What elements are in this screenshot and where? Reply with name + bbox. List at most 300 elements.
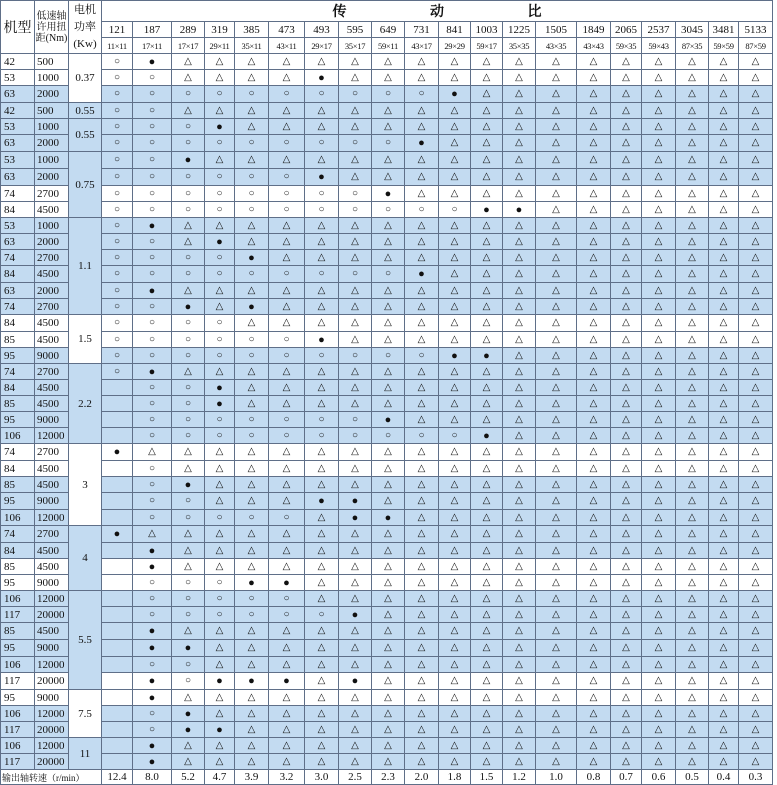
- triangle: △: [611, 218, 642, 234]
- power-cell: 7.5: [69, 690, 102, 738]
- triangle: △: [536, 54, 577, 70]
- triangle: △: [172, 559, 205, 575]
- model-cell: 74: [1, 250, 35, 266]
- gear-cell: 17×11: [133, 38, 172, 54]
- triangle: △: [305, 591, 339, 607]
- triangle: △: [372, 70, 405, 86]
- hollow-circle: ○: [235, 510, 269, 526]
- triangle: △: [642, 266, 676, 283]
- triangle: △: [709, 218, 739, 234]
- triangle: △: [503, 332, 536, 348]
- triangle: △: [372, 493, 405, 510]
- model-cell: 74: [1, 526, 35, 543]
- triangle: △: [471, 103, 503, 119]
- triangle: △: [439, 186, 471, 202]
- triangle: △: [405, 234, 439, 250]
- hollow-circle: ○: [133, 722, 172, 738]
- hollow-circle: ○: [133, 250, 172, 266]
- triangle: △: [676, 526, 709, 543]
- triangle: △: [642, 543, 676, 559]
- triangle: △: [339, 234, 372, 250]
- table-row: [1, 738, 773, 754]
- hollow-circle: ○: [372, 86, 405, 103]
- triangle: △: [439, 283, 471, 299]
- triangle: △: [536, 444, 577, 461]
- output-speed-label: 输出轴转速（r/min）: [1, 770, 102, 785]
- hollow-circle: ○: [102, 266, 133, 283]
- hollow-circle: ○: [235, 202, 269, 218]
- hollow-circle: ○: [133, 103, 172, 119]
- triangle: △: [739, 380, 773, 396]
- triangle: △: [503, 706, 536, 722]
- table-row: [1, 218, 773, 234]
- triangle: △: [305, 738, 339, 754]
- hollow-circle: ○: [372, 428, 405, 444]
- triangle: △: [471, 135, 503, 152]
- triangle: △: [339, 169, 372, 186]
- triangle: △: [205, 152, 235, 169]
- hollow-circle: ○: [205, 135, 235, 152]
- triangle: △: [305, 543, 339, 559]
- triangle: △: [339, 722, 372, 738]
- triangle: △: [471, 152, 503, 169]
- triangle: △: [611, 640, 642, 657]
- triangle: △: [676, 103, 709, 119]
- triangle: △: [372, 283, 405, 299]
- triangle: △: [372, 332, 405, 348]
- triangle: △: [339, 250, 372, 266]
- triangle: △: [372, 673, 405, 690]
- gear-cell: 59×35: [611, 38, 642, 54]
- triangle: △: [642, 428, 676, 444]
- hollow-circle: ○: [172, 575, 205, 591]
- triangle: △: [676, 657, 709, 673]
- triangle: △: [439, 103, 471, 119]
- full-dot: ●: [339, 673, 372, 690]
- triangle: △: [503, 135, 536, 152]
- triangle: △: [439, 250, 471, 266]
- table-row: [1, 543, 773, 559]
- empty-cell: [102, 673, 133, 690]
- hollow-circle: ○: [235, 412, 269, 428]
- triangle: △: [339, 575, 372, 591]
- triangle: △: [577, 169, 611, 186]
- triangle: △: [739, 86, 773, 103]
- triangle: △: [709, 673, 739, 690]
- triangle: △: [676, 135, 709, 152]
- triangle: △: [205, 543, 235, 559]
- triangle: △: [611, 428, 642, 444]
- table-row: [1, 348, 773, 364]
- hollow-circle: ○: [235, 607, 269, 623]
- triangle: △: [739, 690, 773, 706]
- triangle: △: [339, 218, 372, 234]
- table-row: [1, 380, 773, 396]
- triangle: △: [577, 234, 611, 250]
- triangle: △: [503, 461, 536, 477]
- model-cell: 85: [1, 332, 35, 348]
- triangle: △: [577, 690, 611, 706]
- table-row: [1, 657, 773, 673]
- table-row: [1, 722, 773, 738]
- triangle: △: [235, 722, 269, 738]
- triangle: △: [503, 722, 536, 738]
- model-cell: 84: [1, 266, 35, 283]
- triangle: △: [536, 266, 577, 283]
- triangle: △: [235, 396, 269, 412]
- gear-cell: 35×11: [235, 38, 269, 54]
- triangle: △: [372, 640, 405, 657]
- triangle: △: [503, 169, 536, 186]
- gear-cell: 87×59: [739, 38, 773, 54]
- triangle: △: [739, 657, 773, 673]
- triangle: △: [739, 266, 773, 283]
- torque-cell: 500: [35, 54, 69, 70]
- triangle: △: [269, 380, 305, 396]
- table-row: [1, 250, 773, 266]
- triangle: △: [405, 119, 439, 135]
- triangle: △: [405, 103, 439, 119]
- table-row: [1, 575, 773, 591]
- triangle: △: [205, 70, 235, 86]
- empty-cell: [102, 396, 133, 412]
- triangle: △: [611, 722, 642, 738]
- hollow-circle: ○: [339, 348, 372, 364]
- triangle: △: [503, 299, 536, 315]
- triangle: △: [339, 444, 372, 461]
- triangle: △: [577, 250, 611, 266]
- torque-cell: 4500: [35, 202, 69, 218]
- full-dot: ●: [133, 559, 172, 575]
- hollow-circle: ○: [305, 202, 339, 218]
- triangle: △: [577, 559, 611, 575]
- hollow-circle: ○: [172, 186, 205, 202]
- model-cell: 85: [1, 623, 35, 640]
- triangle: △: [372, 396, 405, 412]
- full-dot: ●: [235, 250, 269, 266]
- triangle: △: [405, 559, 439, 575]
- triangle: △: [577, 444, 611, 461]
- triangle: △: [471, 218, 503, 234]
- triangle: △: [709, 575, 739, 591]
- triangle: △: [676, 510, 709, 526]
- model-cell: 74: [1, 186, 35, 202]
- power-cell: 0.55: [69, 119, 102, 152]
- triangle: △: [676, 706, 709, 722]
- ratio-cell: 649: [372, 22, 405, 38]
- triangle: △: [503, 348, 536, 364]
- full-dot: ●: [339, 510, 372, 526]
- full-dot: ●: [172, 706, 205, 722]
- hollow-circle: ○: [305, 186, 339, 202]
- table-row: [1, 559, 773, 575]
- hollow-circle: ○: [172, 493, 205, 510]
- triangle: △: [611, 70, 642, 86]
- hollow-circle: ○: [172, 607, 205, 623]
- triangle: △: [709, 657, 739, 673]
- empty-cell: [102, 559, 133, 575]
- torque-cell: 4500: [35, 543, 69, 559]
- torque-cell: 4500: [35, 380, 69, 396]
- torque-cell: 2700: [35, 444, 69, 461]
- triangle: △: [709, 640, 739, 657]
- triangle: △: [611, 477, 642, 493]
- triangle: △: [503, 250, 536, 266]
- full-dot: ●: [503, 202, 536, 218]
- triangle: △: [471, 754, 503, 770]
- triangle: △: [405, 754, 439, 770]
- triangle: △: [405, 706, 439, 722]
- triangle: △: [709, 444, 739, 461]
- triangle: △: [676, 186, 709, 202]
- hollow-circle: ○: [339, 135, 372, 152]
- triangle: △: [577, 348, 611, 364]
- torque-cell: 2000: [35, 86, 69, 103]
- triangle: △: [611, 526, 642, 543]
- triangle: △: [709, 559, 739, 575]
- triangle: △: [405, 657, 439, 673]
- hollow-circle: ○: [235, 266, 269, 283]
- torque-cell: 2700: [35, 186, 69, 202]
- triangle: △: [709, 234, 739, 250]
- triangle: △: [709, 526, 739, 543]
- triangle: △: [172, 364, 205, 380]
- triangle: △: [642, 493, 676, 510]
- triangle: △: [739, 186, 773, 202]
- hollow-circle: ○: [102, 283, 133, 299]
- model-cell: 106: [1, 706, 35, 722]
- ratio-cell: 1505: [536, 22, 577, 38]
- triangle: △: [739, 722, 773, 738]
- power-cell: 1.1: [69, 218, 102, 315]
- full-dot: ●: [172, 152, 205, 169]
- model-cell: 84: [1, 202, 35, 218]
- torque-cell: 9000: [35, 575, 69, 591]
- triangle: △: [577, 607, 611, 623]
- model-cell: 53: [1, 70, 35, 86]
- hollow-circle: ○: [269, 202, 305, 218]
- triangle: △: [439, 152, 471, 169]
- full-dot: ●: [172, 640, 205, 657]
- hollow-circle: ○: [269, 186, 305, 202]
- triangle: △: [503, 412, 536, 428]
- full-dot: ●: [205, 119, 235, 135]
- empty-cell: [102, 380, 133, 396]
- triangle: △: [676, 722, 709, 738]
- triangle: △: [372, 607, 405, 623]
- triangle: △: [235, 754, 269, 770]
- triangle: △: [339, 396, 372, 412]
- hollow-circle: ○: [339, 86, 372, 103]
- triangle: △: [676, 283, 709, 299]
- triangle: △: [269, 315, 305, 332]
- triangle: △: [739, 461, 773, 477]
- hollow-circle: ○: [102, 315, 133, 332]
- triangle: △: [536, 623, 577, 640]
- table-row: [1, 461, 773, 477]
- triangle: △: [676, 461, 709, 477]
- triangle: △: [709, 510, 739, 526]
- triangle: △: [471, 86, 503, 103]
- triangle: △: [439, 510, 471, 526]
- hollow-circle: ○: [269, 607, 305, 623]
- gear-cell: 35×17: [339, 38, 372, 54]
- model-cell: 95: [1, 493, 35, 510]
- triangle: △: [471, 607, 503, 623]
- triangle: △: [471, 234, 503, 250]
- triangle: △: [205, 526, 235, 543]
- triangle: △: [642, 673, 676, 690]
- triangle: △: [503, 754, 536, 770]
- triangle: △: [611, 152, 642, 169]
- triangle: △: [405, 250, 439, 266]
- triangle: △: [339, 283, 372, 299]
- triangle: △: [439, 135, 471, 152]
- triangle: △: [503, 657, 536, 673]
- hollow-circle: ○: [235, 332, 269, 348]
- triangle: △: [339, 706, 372, 722]
- full-dot: ●: [133, 543, 172, 559]
- triangle: △: [339, 526, 372, 543]
- triangle: △: [611, 315, 642, 332]
- hollow-circle: ○: [102, 103, 133, 119]
- triangle: △: [339, 543, 372, 559]
- output-speed-cell: 8.0: [133, 770, 172, 785]
- triangle: △: [471, 510, 503, 526]
- triangle: △: [611, 461, 642, 477]
- triangle: △: [611, 250, 642, 266]
- table-row: [1, 591, 773, 607]
- triangle: △: [577, 70, 611, 86]
- triangle: △: [439, 444, 471, 461]
- triangle: △: [577, 754, 611, 770]
- triangle: △: [536, 428, 577, 444]
- output-speed-cell: 3.2: [269, 770, 305, 785]
- model-cell: 117: [1, 607, 35, 623]
- hollow-circle: ○: [172, 428, 205, 444]
- triangle: △: [503, 54, 536, 70]
- triangle: △: [676, 396, 709, 412]
- triangle: △: [577, 543, 611, 559]
- triangle: △: [709, 380, 739, 396]
- triangle: △: [339, 657, 372, 673]
- table-row: [1, 283, 773, 299]
- triangle: △: [536, 202, 577, 218]
- hollow-circle: ○: [102, 119, 133, 135]
- torque-cell: 12000: [35, 738, 69, 754]
- triangle: △: [269, 543, 305, 559]
- torque-cell: 2000: [35, 169, 69, 186]
- model-cell: 95: [1, 690, 35, 706]
- output-speed-cell: 5.2: [172, 770, 205, 785]
- triangle: △: [172, 461, 205, 477]
- triangle: △: [205, 299, 235, 315]
- triangle: △: [235, 640, 269, 657]
- triangle: △: [676, 266, 709, 283]
- model-cell: 117: [1, 754, 35, 770]
- triangle: △: [709, 169, 739, 186]
- hollow-circle: ○: [205, 510, 235, 526]
- triangle: △: [503, 526, 536, 543]
- triangle: △: [536, 640, 577, 657]
- triangle: △: [503, 673, 536, 690]
- triangle: △: [405, 380, 439, 396]
- hollow-circle: ○: [339, 186, 372, 202]
- triangle: △: [439, 493, 471, 510]
- triangle: △: [611, 266, 642, 283]
- model-cell: 63: [1, 234, 35, 250]
- triangle: △: [577, 526, 611, 543]
- hollow-circle: ○: [205, 607, 235, 623]
- triangle: △: [471, 477, 503, 493]
- triangle: △: [739, 444, 773, 461]
- triangle: △: [709, 690, 739, 706]
- triangle: △: [739, 234, 773, 250]
- table-row: [1, 754, 773, 770]
- table-row: [1, 86, 773, 103]
- triangle: △: [503, 510, 536, 526]
- triangle: △: [739, 169, 773, 186]
- triangle: △: [269, 70, 305, 86]
- triangle: △: [642, 591, 676, 607]
- triangle: △: [235, 657, 269, 673]
- output-speed-cell: 2.5: [339, 770, 372, 785]
- triangle: △: [739, 412, 773, 428]
- triangle: △: [611, 575, 642, 591]
- full-dot: ●: [372, 412, 405, 428]
- triangle: △: [536, 526, 577, 543]
- triangle: △: [471, 543, 503, 559]
- hollow-circle: ○: [172, 202, 205, 218]
- triangle: △: [439, 607, 471, 623]
- hollow-circle: ○: [133, 461, 172, 477]
- hollow-circle: ○: [172, 86, 205, 103]
- triangle: △: [305, 396, 339, 412]
- triangle: △: [536, 234, 577, 250]
- triangle: △: [269, 461, 305, 477]
- triangle: △: [471, 70, 503, 86]
- triangle: △: [405, 186, 439, 202]
- triangle: △: [642, 575, 676, 591]
- triangle: △: [439, 396, 471, 412]
- triangle: △: [471, 738, 503, 754]
- triangle: △: [503, 103, 536, 119]
- triangle: △: [439, 722, 471, 738]
- ratio-cell: 595: [339, 22, 372, 38]
- ratio-cell: 473: [269, 22, 305, 38]
- triangle: △: [577, 428, 611, 444]
- table-row: [1, 493, 773, 510]
- torque-cell: 9000: [35, 690, 69, 706]
- model-cell: 53: [1, 119, 35, 135]
- triangle: △: [405, 461, 439, 477]
- triangle: △: [536, 315, 577, 332]
- triangle: △: [642, 640, 676, 657]
- triangle: △: [405, 283, 439, 299]
- gear-cell: 11×11: [102, 38, 133, 54]
- model-cell: 95: [1, 348, 35, 364]
- triangle: △: [439, 575, 471, 591]
- empty-cell: [102, 690, 133, 706]
- triangle: △: [235, 152, 269, 169]
- hollow-circle: ○: [269, 510, 305, 526]
- torque-cell: 1000: [35, 70, 69, 86]
- triangle: △: [739, 119, 773, 135]
- triangle: △: [339, 738, 372, 754]
- triangle: △: [471, 283, 503, 299]
- triangle: △: [305, 722, 339, 738]
- hollow-circle: ○: [172, 119, 205, 135]
